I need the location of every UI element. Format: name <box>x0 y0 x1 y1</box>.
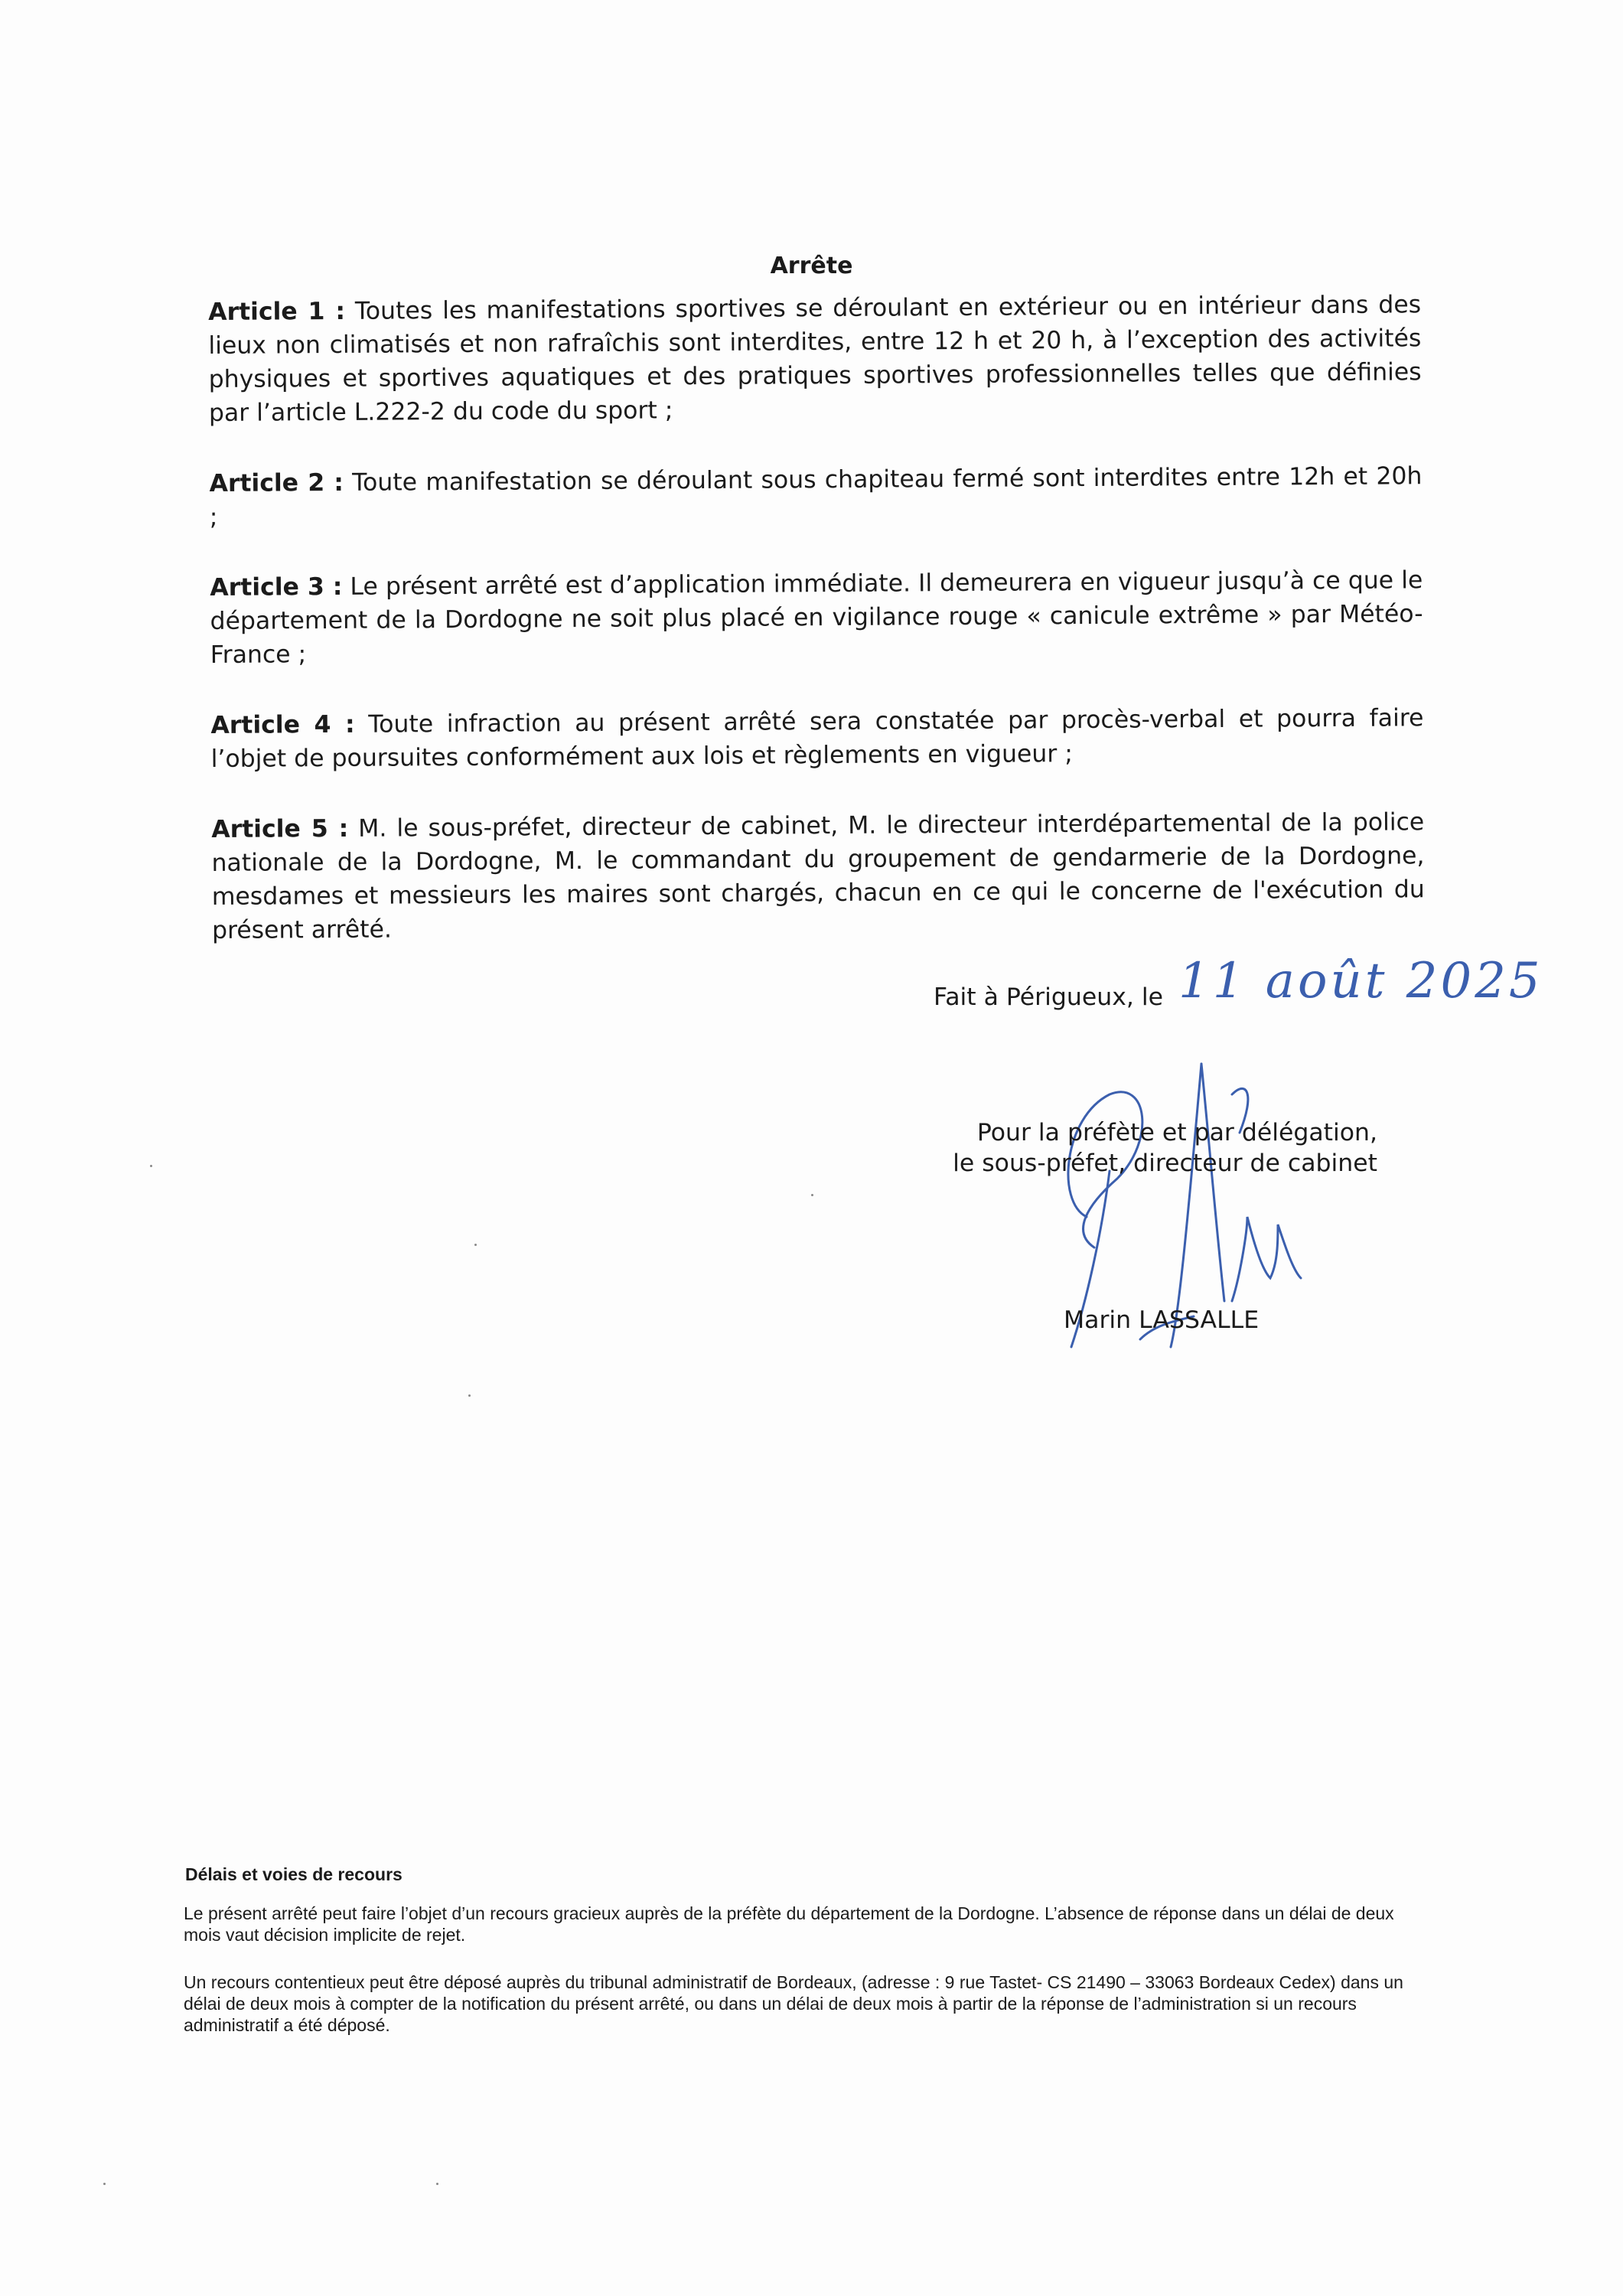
scan-speck <box>468 1394 471 1397</box>
article-label: Article 1 : <box>208 297 346 326</box>
article-label: Article 5 : <box>211 814 349 843</box>
article-text: Toute infraction au présent arrêté sera constatée par procès-verbal et pourra faire l’objet de poursuites conformément aux lois et règlements en vigueur ; <box>210 704 1424 773</box>
article-text: Le présent arrêté est d’application immédiate. Il demeurera en vigueur jusqu’à ce que le département de la Dordogne ne soit plus placé en vigilance rouge « canicule extrême » par Météo-France ; <box>210 566 1423 669</box>
signer-name: Marin LASSALLE <box>1064 1306 1260 1334</box>
article-text: Toute manifestation se déroulant sous chapiteau fermé sont interdites entre 12h et 20h ; <box>209 462 1423 531</box>
article-label: Article 3 : <box>210 572 343 602</box>
scan-speck <box>474 1244 477 1246</box>
handwritten-date: 11 août 2025 <box>1178 953 1543 1009</box>
article-label: Article 4 : <box>210 710 355 739</box>
scan-speck <box>150 1165 152 1167</box>
article-text: Toutes les manifestations sportives se déroulant en extérieur ou en intérieur dans des lieux non climatisés et non rafraîchis sont interdites, entre 12 h et 20 h, à l’exception des activités physiques et sportives aquatiques et des pratiques sportives professionnelles telles que définies par l’article L.222-2 du code du sport ; <box>208 291 1422 427</box>
appeals-paragraph-2: Un recours contentieux peut être déposé auprès du tribunal administratif de Bordeaux, (adresse : 9 rue Tastet- CS 21490 – 33063 Bordeaux Cedex) dans un délai de deux mois à compter de la notification du présent arrêté, ou dans un délai de deux mois à partir de la réponse de l’administration si un recours administratif a été déposé. <box>184 1972 1403 2035</box>
delegation-line-2: le sous-préfet, directeur de cabinet <box>953 1150 1377 1177</box>
article-3 <box>210 563 1423 672</box>
article-1 <box>208 288 1422 430</box>
article-5 <box>211 805 1425 947</box>
article-2 <box>209 459 1423 534</box>
delegation-block <box>842 1117 1377 1179</box>
scan-speck <box>103 2183 106 2185</box>
delegation-line-1: Pour la préfète et par délégation, <box>976 1119 1377 1146</box>
appeals-body <box>184 1903 1408 2062</box>
appeals-paragraph-1: Le présent arrêté peut faire l’objet d’un recours gracieux auprès de la préfète du département de la Dordogne. L’absence de réponse dans un délai de deux mois vaut décision implicite de rejet. <box>184 1903 1394 1945</box>
articles-section <box>208 288 1425 984</box>
appeals-title: Délais et voies de recours <box>185 1864 402 1884</box>
scan-speck <box>436 2183 438 2185</box>
article-4 <box>210 701 1424 776</box>
document-title: Arrête <box>770 253 853 279</box>
article-text: M. le sous-préfet, directeur de cabinet, M. le directeur interdépartemental de la police nationale de la Dordogne, M. le commandant du groupement de gendarmerie de la Dordogne, mesdames et messieurs les maires sont chargés, chacun en ce qui le concerne de l'exécution du présent arrêté. <box>211 808 1425 944</box>
made-at-line: Fait à Périgueux, le <box>933 983 1163 1011</box>
article-label: Article 2 : <box>209 468 344 497</box>
scan-speck <box>811 1194 813 1196</box>
